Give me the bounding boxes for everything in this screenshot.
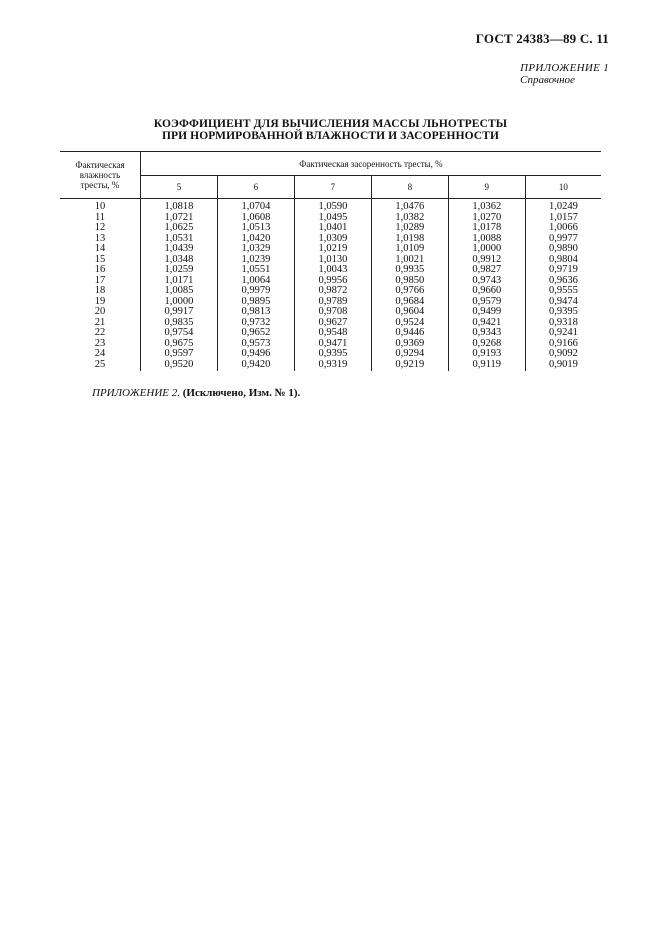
- table-row: [60, 199, 601, 213]
- coefficient-cell: 0,9496: [217, 349, 294, 360]
- row-label-moisture: 11: [60, 213, 141, 224]
- row-label-moisture: 10: [60, 199, 141, 213]
- row-label-moisture: 17: [60, 276, 141, 287]
- coefficient-cell: 0,9895: [217, 297, 294, 308]
- page-header: ГОСТ 24383—89 С. 11: [475, 31, 609, 46]
- coefficient-cell: 0,9850: [371, 276, 448, 287]
- coefficient-cell: 0,9684: [371, 297, 448, 308]
- table-row: [60, 307, 601, 318]
- row-label-moisture: 12: [60, 223, 141, 234]
- coefficient-cell: 1,0309: [294, 234, 371, 245]
- coefficient-cell: 1,0721: [141, 213, 218, 224]
- coefficient-cell: 0,9343: [448, 328, 525, 339]
- coefficient-cell: 0,9268: [448, 339, 525, 350]
- coefficient-cell: 0,9935: [371, 265, 448, 276]
- coefficient-cell: 0,9395: [548, 306, 578, 317]
- coefficient-cell: 1,0818: [141, 199, 218, 213]
- column-header: 9: [448, 176, 525, 199]
- coefficient-cell: 0,9499: [448, 307, 525, 318]
- coefficient-cell: 1,0249: [548, 201, 578, 212]
- row-label-moisture: 13: [60, 234, 141, 245]
- row-label-moisture: 19: [60, 297, 141, 308]
- coefficient-cell: 1,0066: [548, 222, 578, 233]
- table-title-line-1: КОЭФФИЦИЕНТ ДЛЯ ВЫЧИСЛЕНИЯ МАССЫ ЛЬНОТРЕСТЫ: [153, 118, 508, 130]
- group-header-contamination: Фактическая засоренность тресты, %: [141, 152, 602, 176]
- coefficient-cell: 1,0420: [217, 234, 294, 245]
- column-header: 10: [525, 176, 601, 199]
- appendix-block: [520, 62, 609, 86]
- coefficient-cell: 0,9813: [217, 307, 294, 318]
- coefficient-cell: 0,9652: [217, 328, 294, 339]
- coefficient-cell: 0,9241: [548, 327, 578, 338]
- note-label: ПРИЛОЖЕНИЕ 2.: [92, 387, 180, 399]
- coefficient-cell: 0,9754: [141, 328, 218, 339]
- coefficient-cell: 0,9119: [448, 360, 525, 372]
- row-label-moisture: 22: [60, 328, 141, 339]
- coefficient-cell: 1,0551: [217, 265, 294, 276]
- coefficient-cell: 0,9520: [141, 360, 218, 372]
- coefficient-cell: 1,0043: [294, 265, 371, 276]
- coefficient-cell: 0,9166: [548, 337, 578, 349]
- coefficient-cell: 0,9977: [548, 232, 578, 244]
- coefficient-cell: 1,0704: [217, 199, 294, 213]
- coefficient-cell: 0,9660: [448, 286, 525, 297]
- coefficient-cell: 1,0000: [141, 297, 218, 308]
- coefficient-cell: 0,9319: [294, 360, 371, 372]
- coefficient-cell: 1,0088: [448, 234, 525, 245]
- coefficient-cell: 0,9219: [371, 360, 448, 372]
- row-header-moisture: [60, 152, 141, 199]
- column-header: 7: [294, 176, 371, 199]
- coefficient-cell: 0,9369: [371, 339, 448, 350]
- coefficient-cell: 0,9979: [217, 286, 294, 297]
- table-row: [60, 244, 601, 255]
- row-label-moisture: 18: [60, 286, 141, 297]
- coefficient-cell: 1,0270: [448, 213, 525, 224]
- coefficient-cell: 1,0401: [294, 223, 371, 234]
- coefficient-cell: 0,9446: [371, 328, 448, 339]
- coefficient-cell: 0,9092: [548, 348, 578, 359]
- coefficient-cell: 1,0348: [141, 255, 218, 266]
- coefficient-cell: 1,0178: [448, 223, 525, 234]
- coefficient-cell: 0,9636: [548, 274, 578, 286]
- row-label-moisture: 16: [60, 265, 141, 276]
- column-header: 6: [217, 176, 294, 199]
- row-label-moisture: 25: [60, 360, 141, 372]
- table-row: [60, 360, 601, 372]
- row-label-moisture: 14: [60, 244, 141, 255]
- coefficient-cell: 0,9395: [294, 349, 371, 360]
- coefficient-cell: 0,9555: [548, 285, 578, 296]
- column-header: 5: [141, 176, 218, 199]
- coefficient-cell: 0,9835: [141, 318, 218, 329]
- coefficient-cell: 0,9675: [141, 339, 218, 350]
- table-row: [60, 328, 601, 339]
- coefficient-table: [60, 151, 601, 371]
- coefficient-cell: 1,0000: [448, 244, 525, 255]
- coefficient-cell: 0,9193: [448, 349, 525, 360]
- coefficient-cell: 0,9890: [548, 243, 578, 254]
- row-header-line-2: влажность: [79, 170, 121, 180]
- coefficient-cell: 0,9872: [294, 286, 371, 297]
- coefficient-cell: 1,0495: [294, 213, 371, 224]
- appendix-subtitle: Справочное: [520, 74, 575, 86]
- coefficient-cell: 0,9766: [371, 286, 448, 297]
- row-label-moisture: 23: [60, 339, 141, 350]
- row-label-moisture: 21: [60, 318, 141, 329]
- coefficient-cell: 1,0608: [217, 213, 294, 224]
- table-row: [60, 349, 601, 360]
- coefficient-cell: 1,0439: [141, 244, 218, 255]
- coefficient-cell: 0,9912: [448, 255, 525, 266]
- coefficient-cell: 1,0171: [141, 276, 218, 287]
- coefficient-cell: 1,0198: [371, 234, 448, 245]
- coefficient-cell: 1,0219: [294, 244, 371, 255]
- coefficient-cell: 1,0590: [294, 199, 371, 213]
- coefficient-cell: 0,9294: [371, 349, 448, 360]
- note-text: (Исключено, Изм. № 1).: [182, 387, 301, 399]
- column-header: 8: [371, 176, 448, 199]
- coefficient-cell: 0,9956: [294, 276, 371, 287]
- coefficient-cell: 0,9579: [448, 297, 525, 308]
- coefficient-cell: 0,9604: [371, 307, 448, 318]
- coefficient-cell: 1,0362: [448, 199, 525, 213]
- coefficient-cell: 0,9421: [448, 318, 525, 329]
- table-row: [60, 265, 601, 276]
- coefficient-cell: 0,9627: [294, 318, 371, 329]
- row-label-moisture: 20: [60, 307, 141, 318]
- coefficient-cell: 1,0625: [141, 223, 218, 234]
- coefficient-cell: 1,0064: [217, 276, 294, 287]
- coefficient-cell: 1,0329: [217, 244, 294, 255]
- coefficient-cell: 0,9573: [217, 339, 294, 350]
- row-label-moisture: 24: [60, 349, 141, 360]
- row-label-moisture: 15: [60, 255, 141, 266]
- coefficient-cell: 0,9524: [371, 318, 448, 329]
- coefficient-cell: 1,0476: [371, 199, 448, 213]
- coefficient-cell: 0,9804: [548, 253, 578, 265]
- coefficient-cell: 0,9597: [141, 349, 218, 360]
- coefficient-cell: 0,9318: [548, 316, 578, 328]
- coefficient-cell: 1,0109: [371, 244, 448, 255]
- coefficient-cell: 1,0289: [371, 223, 448, 234]
- row-header-line-1: Фактическая: [75, 160, 125, 170]
- appendix-title: ПРИЛОЖЕНИЕ 1: [520, 62, 609, 74]
- row-header-line-3: тресты, %: [80, 180, 120, 190]
- table-row: [60, 223, 601, 234]
- coefficient-cell: 0,9420: [217, 360, 294, 372]
- coefficient-cell: 1,0259: [141, 265, 218, 276]
- coefficient-cell: 0,9548: [294, 328, 371, 339]
- coefficient-cell: 0,9732: [217, 318, 294, 329]
- coefficient-cell: 1,0382: [371, 213, 448, 224]
- appendix-2-note: [92, 387, 300, 399]
- coefficient-cell: 1,0513: [217, 223, 294, 234]
- coefficient-cell: 1,0130: [294, 255, 371, 266]
- coefficient-cell: 0,9827: [448, 265, 525, 276]
- coefficient-cell: 1,0239: [217, 255, 294, 266]
- coefficient-cell: 0,9471: [294, 339, 371, 350]
- coefficient-cell: 0,9708: [294, 307, 371, 318]
- coefficient-cell: 0,9019: [548, 358, 578, 370]
- coefficient-cell: 0,9743: [448, 276, 525, 287]
- table-title: [60, 118, 601, 142]
- coefficient-cell: 0,9719: [548, 264, 578, 275]
- coefficient-cell: 1,0531: [141, 234, 218, 245]
- coefficient-cell: 0,9917: [141, 307, 218, 318]
- coefficient-cell: 1,0085: [141, 286, 218, 297]
- coefficient-cell: 1,0021: [371, 255, 448, 266]
- table-row: [60, 286, 601, 297]
- coefficient-cell: 1,0157: [548, 211, 578, 223]
- table-title-line-2: ПРИ НОРМИРОВАННОЙ ВЛАЖНОСТИ И ЗАСОРЕННОСТИ: [161, 130, 500, 142]
- table-body: [60, 199, 601, 372]
- coefficient-cell: 0,9789: [294, 297, 371, 308]
- coefficient-cell: 0,9474: [548, 295, 578, 307]
